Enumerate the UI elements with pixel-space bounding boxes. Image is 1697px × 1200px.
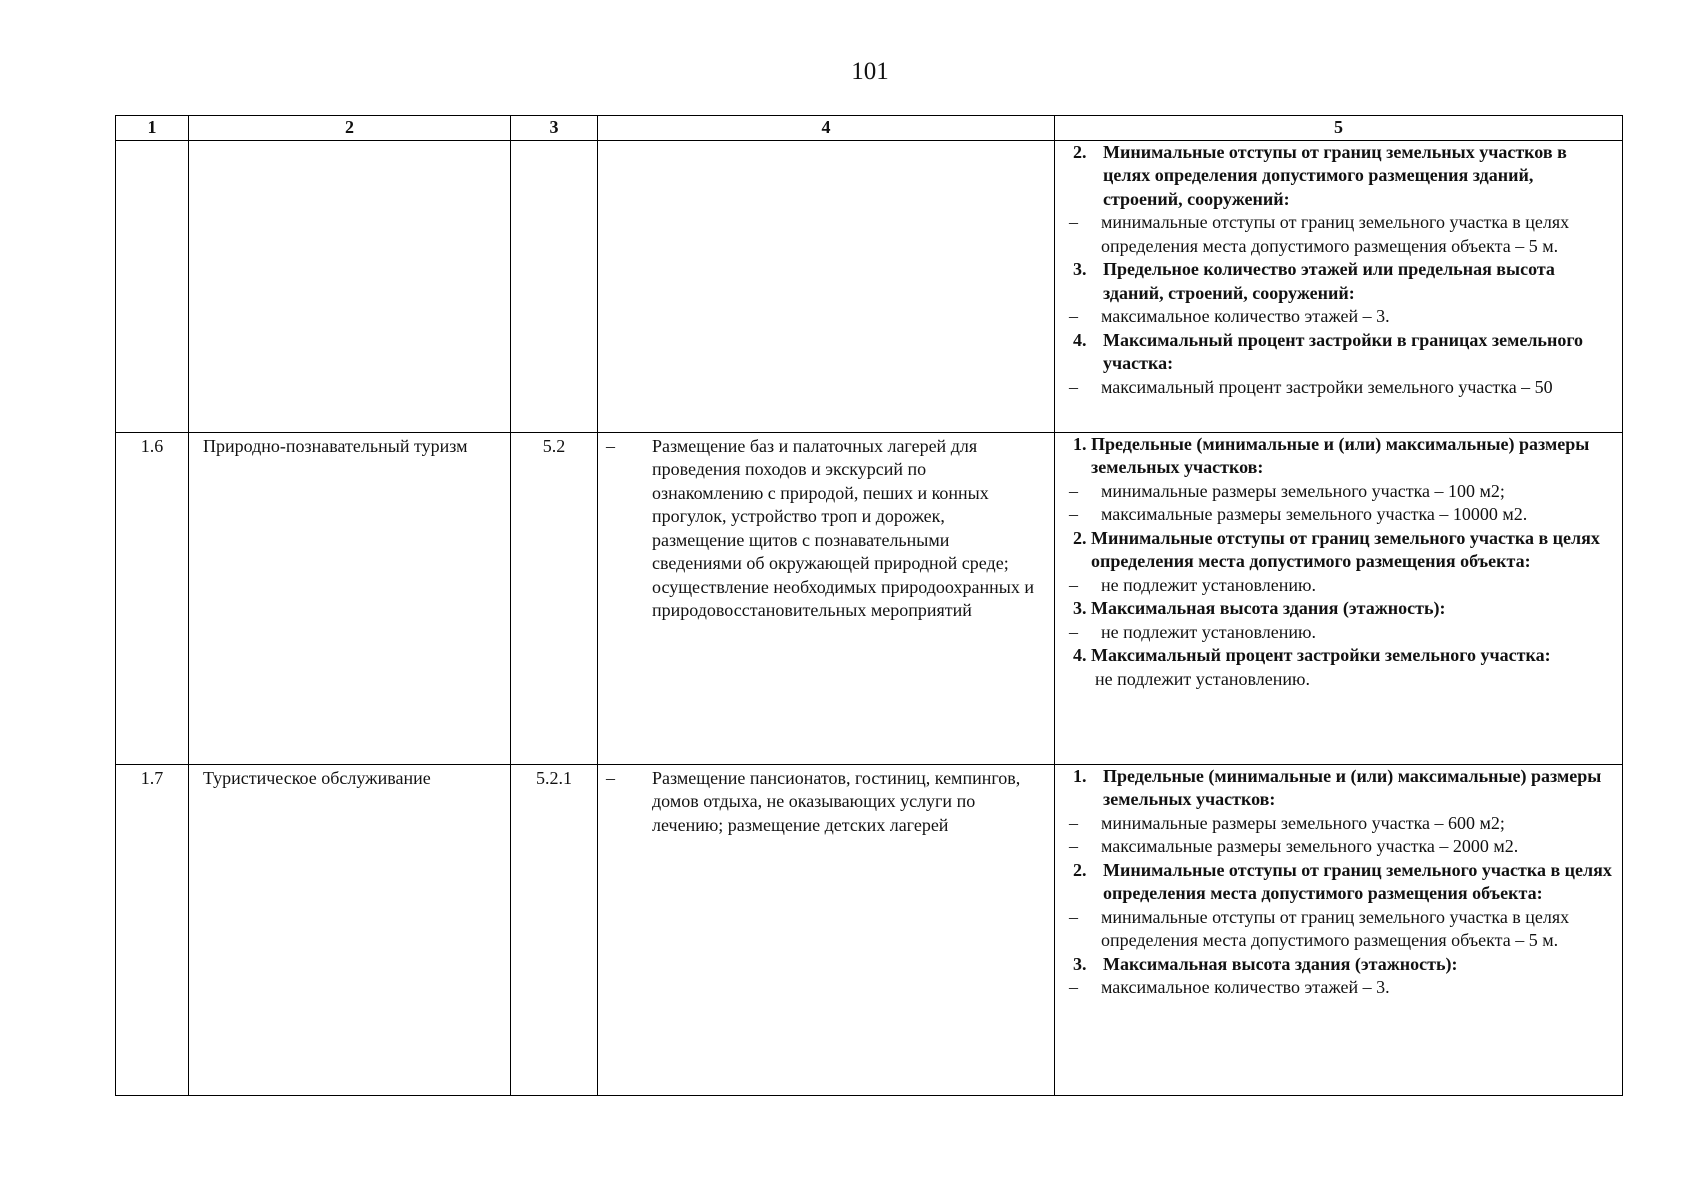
parameter-text: минимальные размеры земельного участка – 100 м2;: [1101, 480, 1505, 501]
list-number: 3.: [1073, 259, 1087, 279]
list-number: 4.: [1073, 645, 1087, 665]
list-dash: –: [1069, 504, 1078, 524]
parameter-heading: [1063, 527, 1616, 574]
parameter-text: Максимальная высота здания (этажность):: [1103, 953, 1458, 974]
parameter-heading: [1063, 597, 1616, 621]
list-number: 3.: [1073, 953, 1087, 974]
description-text: Размещение баз и палаточных лагерей для проведения походов и экскурсий по ознакомлению с природой, пеших и конных прогулок, устройство троп и дорожек, размещение щитов с познавательными сведениями об окружающей природной среде; осуществление необходимых природоохранных и природовосстановительных мероприятий: [652, 435, 1034, 620]
parameter-text: не подлежит установлению.: [1095, 668, 1310, 689]
parameter-text: Минимальные отступы от границ земельных участков в целях определения допустимого размещения зданий, строений, сооружений:: [1103, 141, 1567, 209]
parameter-item: [1063, 835, 1616, 859]
list-dash: –: [1069, 906, 1078, 927]
parameter-text: не подлежит установлению.: [1101, 574, 1316, 595]
parameter-heading: [1063, 644, 1616, 668]
parameter-text: Максимальный процент застройки земельного участка:: [1091, 645, 1551, 665]
parameter-heading: [1063, 433, 1616, 480]
parameter-item: [1063, 906, 1616, 953]
list-dash: –: [1069, 574, 1078, 595]
row-number-cell: [116, 140, 189, 432]
parameter-text: Предельные (минимальные и (или) максимальные) размеры земельных участков:: [1103, 765, 1602, 809]
parameter-text: максимальные размеры земельного участка – 10000 м2.: [1101, 504, 1528, 524]
parameter-heading: [1063, 329, 1616, 376]
parameter-item: [1063, 574, 1616, 598]
parameter-text: Максимальный процент застройки в границах земельного участка:: [1103, 329, 1584, 373]
list-dash: –: [1069, 376, 1078, 397]
parameter-heading: [1063, 141, 1616, 212]
parameter-text: максимальный процент застройки земельного участка – 50: [1101, 376, 1553, 397]
parameter-heading: [1063, 859, 1616, 906]
description-text: Размещение пансионатов, гостиниц, кемпингов, домов отдыха, не оказывающих услуги по лечению; размещение детских лагерей: [652, 767, 1021, 835]
parameter-item: [1063, 976, 1616, 1000]
parameter-text: Предельные (минимальные и (или) максимальные) размеры земельных участков:: [1091, 433, 1590, 477]
parameter-text: минимальные отступы от границ земельного участка в целях определения места допустимого размещения объекта – 5 м.: [1101, 212, 1570, 256]
parameter-text: максимальное количество этажей – 3.: [1101, 977, 1390, 997]
parameter-text: Предельное количество этажей или предельная высота зданий, строений, сооружений:: [1103, 259, 1555, 303]
parameter-text: не подлежит установлению.: [1101, 621, 1316, 642]
list-dash: –: [1069, 306, 1078, 326]
parameter-item: [1063, 376, 1616, 400]
use-code-cell: [511, 140, 598, 432]
list-dash: –: [1069, 977, 1078, 997]
use-name-cell: [189, 140, 511, 432]
header-cell: 4: [598, 116, 1055, 141]
list-dash: –: [1069, 836, 1078, 856]
parameter-text: максимальное количество этажей – 3.: [1101, 306, 1390, 326]
list-number: 4.: [1073, 329, 1087, 350]
zoning-table: [115, 115, 1623, 1096]
parameter-text: максимальные размеры земельного участка – 2000 м2.: [1101, 836, 1519, 856]
list-dash: –: [1069, 812, 1078, 833]
parameter-item: [1063, 305, 1616, 329]
use-code-cell: 5.2: [511, 432, 598, 764]
use-name-cell: Природно-познавательный туризм: [189, 432, 511, 764]
description-cell: [598, 764, 1055, 1095]
list-dash: –: [1069, 621, 1078, 642]
parameter-text: Максимальная высота здания (этажность):: [1091, 598, 1446, 618]
description-cell: [598, 140, 1055, 432]
parameter-item: [1063, 812, 1616, 836]
parameter-heading: [1063, 765, 1616, 812]
list-number: 1.: [1073, 765, 1087, 786]
list-number: 3.: [1073, 598, 1087, 618]
table-row: [116, 432, 1623, 764]
parameter-item: [1063, 211, 1616, 258]
list-dash: –: [1069, 480, 1078, 501]
parameter-text: Минимальные отступы от границ земельного участка в целях определения места допустимого размещения объекта:: [1103, 859, 1612, 903]
header-cell: 1: [116, 116, 189, 141]
row-number-cell: 1.6: [116, 432, 189, 764]
parameter-text: минимальные размеры земельного участка – 600 м2;: [1101, 812, 1505, 833]
parameter-text: Минимальные отступы от границ земельного участка в целях определения места допустимого размещения объекта:: [1091, 527, 1600, 571]
parameters-cell: [1055, 140, 1623, 432]
parameter-item: [1063, 503, 1616, 527]
description-cell: [598, 432, 1055, 764]
parameter-item: [1063, 621, 1616, 645]
use-name-cell: Туристическое обслуживание: [189, 764, 511, 1095]
list-number: 2.: [1073, 859, 1087, 880]
header-cell: 5: [1055, 116, 1623, 141]
parameter-heading: [1063, 258, 1616, 305]
parameters-cell: [1055, 432, 1623, 764]
page-number: 101: [851, 58, 889, 85]
table-row: [116, 140, 1623, 432]
table-row: [116, 764, 1623, 1095]
table-header-row: [116, 116, 1623, 141]
list-number: 1.: [1073, 433, 1087, 454]
header-cell: 3: [511, 116, 598, 141]
row-number-cell: 1.7: [116, 764, 189, 1095]
parameter-heading: [1063, 953, 1616, 977]
parameter-item: [1063, 480, 1616, 504]
parameters-cell: [1055, 764, 1623, 1095]
list-number: 2.: [1073, 527, 1087, 548]
description-dash: –: [606, 435, 615, 456]
list-number: 2.: [1073, 141, 1087, 162]
header-cell: 2: [189, 116, 511, 141]
description-dash: –: [606, 767, 615, 788]
list-dash: –: [1069, 212, 1078, 232]
parameter-note: [1063, 668, 1616, 692]
parameter-text: минимальные отступы от границ земельного участка в целях определения места допустимого размещения объекта – 5 м.: [1101, 906, 1570, 950]
use-code-cell: 5.2.1: [511, 764, 598, 1095]
